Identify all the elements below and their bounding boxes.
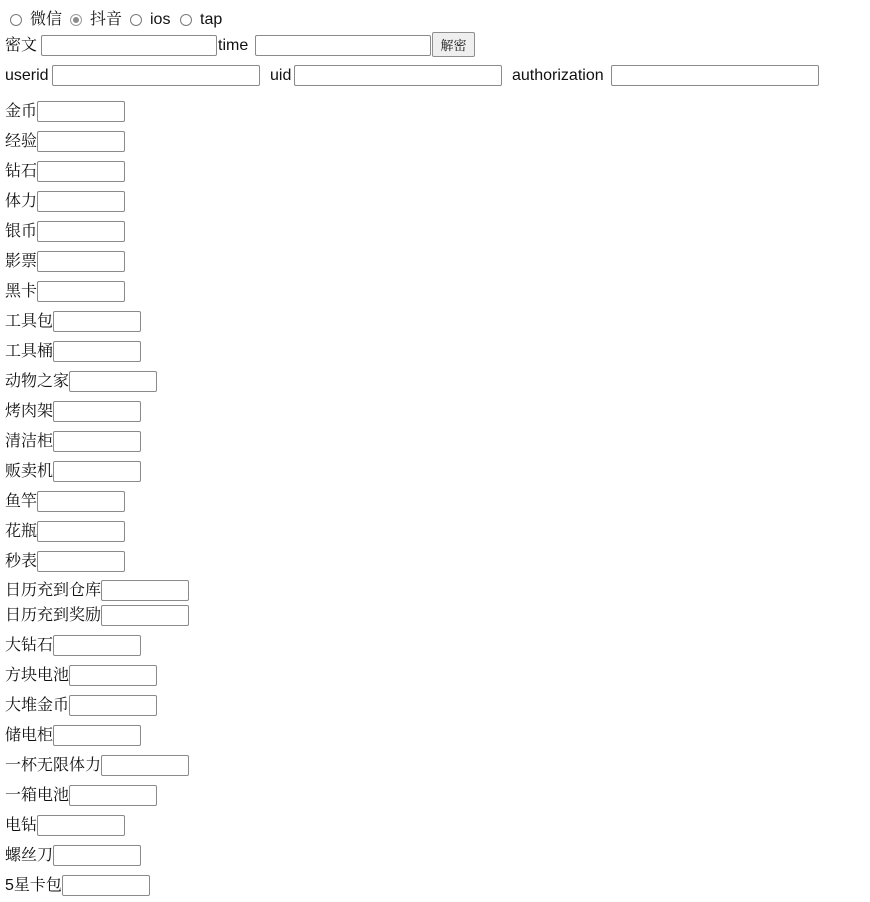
item-label: 钻石 bbox=[5, 163, 38, 180]
item-row-diamond bbox=[5, 161, 305, 182]
item-input-black-card[interactable] bbox=[37, 281, 125, 302]
userid-input[interactable] bbox=[52, 65, 260, 86]
item-label: 日历充到奖励 bbox=[5, 607, 102, 624]
radio-ios[interactable] bbox=[130, 14, 142, 26]
radio-tap[interactable] bbox=[180, 14, 192, 26]
item-row-battery-box bbox=[5, 785, 305, 806]
item-label: 工具桶 bbox=[5, 343, 54, 360]
item-input-stamina[interactable] bbox=[37, 191, 125, 212]
item-label: 影票 bbox=[5, 253, 38, 270]
decrypt-button[interactable]: 解密 bbox=[432, 32, 475, 57]
item-input-calendar-warehouse[interactable] bbox=[101, 580, 189, 601]
item-row-animal-home bbox=[5, 371, 305, 392]
item-input-animal-home[interactable] bbox=[69, 371, 157, 392]
item-label: 动物之家 bbox=[5, 373, 70, 390]
userid-label: userid bbox=[5, 67, 49, 84]
item-input-vending-machine[interactable] bbox=[53, 461, 141, 482]
item-input-toolkit[interactable] bbox=[53, 311, 141, 332]
item-label: 一箱电池 bbox=[5, 787, 70, 804]
authorization-input[interactable] bbox=[611, 65, 819, 86]
item-row-gold bbox=[5, 101, 305, 122]
item-row-vending-machine bbox=[5, 461, 305, 482]
item-label: 大钻石 bbox=[5, 637, 54, 654]
item-input-battery-box[interactable] bbox=[69, 785, 157, 806]
item-input-gold-pile[interactable] bbox=[69, 695, 157, 716]
uid-input[interactable] bbox=[294, 65, 502, 86]
item-row-grill bbox=[5, 401, 305, 422]
item-label: 贩卖机 bbox=[5, 463, 54, 480]
radio-wechat[interactable] bbox=[10, 14, 22, 26]
item-label: 银币 bbox=[5, 223, 38, 240]
item-input-calendar-reward[interactable] bbox=[101, 605, 189, 626]
item-label: 清洁柜 bbox=[5, 433, 54, 450]
item-input-vase[interactable] bbox=[37, 521, 125, 542]
item-input-big-diamond[interactable] bbox=[53, 635, 141, 656]
item-row-drill bbox=[5, 815, 305, 836]
item-row-stopwatch bbox=[5, 551, 305, 572]
item-row-movie-ticket bbox=[5, 251, 305, 272]
item-input-gold[interactable] bbox=[37, 101, 125, 122]
item-row-silver bbox=[5, 221, 305, 242]
item-label: 金币 bbox=[5, 103, 38, 120]
item-label: 工具包 bbox=[5, 313, 54, 330]
uid-label: uid bbox=[270, 67, 292, 84]
item-input-block-battery[interactable] bbox=[69, 665, 157, 686]
ciphertext-input[interactable] bbox=[41, 35, 217, 56]
item-input-unlimited-stamina-cup[interactable] bbox=[101, 755, 189, 776]
item-row-stamina bbox=[5, 191, 305, 212]
item-row-unlimited-stamina-cup bbox=[5, 755, 305, 776]
item-row-vase bbox=[5, 521, 305, 542]
item-row-block-battery bbox=[5, 665, 305, 686]
item-input-movie-ticket[interactable] bbox=[37, 251, 125, 272]
item-label: 大堆金币 bbox=[5, 697, 70, 714]
radio-label-ios[interactable]: ios bbox=[150, 11, 171, 28]
radio-label-wechat[interactable]: 微信 bbox=[30, 11, 63, 28]
item-row-power-cabinet bbox=[5, 725, 305, 746]
radio-label-douyin[interactable]: 抖音 bbox=[90, 11, 123, 28]
item-label: 体力 bbox=[5, 193, 38, 210]
item-row-screwdriver bbox=[5, 845, 305, 866]
item-label: 5星卡包 bbox=[5, 877, 62, 894]
item-input-power-cabinet[interactable] bbox=[53, 725, 141, 746]
item-input-stopwatch[interactable] bbox=[37, 551, 125, 572]
item-row-fishing-rod bbox=[5, 491, 305, 512]
item-row-calendar-reward bbox=[5, 605, 305, 626]
item-input-grill[interactable] bbox=[53, 401, 141, 422]
item-row-gold-pile bbox=[5, 695, 305, 716]
time-label: time bbox=[218, 37, 249, 54]
item-label: 螺丝刀 bbox=[5, 847, 54, 864]
item-input-screwdriver[interactable] bbox=[53, 845, 141, 866]
authorization-label: authorization bbox=[512, 67, 604, 84]
item-input-fishing-rod[interactable] bbox=[37, 491, 125, 512]
item-row-exp bbox=[5, 131, 305, 152]
item-row-calendar-warehouse bbox=[5, 580, 305, 601]
item-input-cleaning-cabinet[interactable] bbox=[53, 431, 141, 452]
item-label: 鱼竿 bbox=[5, 493, 38, 510]
item-label: 电钻 bbox=[5, 817, 38, 834]
item-row-cleaning-cabinet bbox=[5, 431, 305, 452]
item-row-tool-bucket bbox=[5, 341, 305, 362]
radio-label-tap[interactable]: tap bbox=[200, 11, 223, 28]
item-label: 日历充到仓库 bbox=[5, 582, 102, 599]
ciphertext-label: 密文 bbox=[5, 37, 38, 54]
item-input-tool-bucket[interactable] bbox=[53, 341, 141, 362]
item-input-5-star-card-pack[interactable] bbox=[62, 875, 150, 896]
item-label: 烤肉架 bbox=[5, 403, 54, 420]
item-input-silver[interactable] bbox=[37, 221, 125, 242]
time-input[interactable] bbox=[255, 35, 431, 56]
item-row-5-star-card-pack bbox=[5, 875, 305, 896]
item-label: 秒表 bbox=[5, 553, 38, 570]
item-row-black-card bbox=[5, 281, 305, 302]
radio-douyin[interactable] bbox=[70, 14, 82, 26]
item-label: 方块电池 bbox=[5, 667, 70, 684]
item-label: 一杯无限体力 bbox=[5, 757, 102, 774]
item-label: 经验 bbox=[5, 133, 38, 150]
item-row-toolkit bbox=[5, 311, 305, 332]
item-input-drill[interactable] bbox=[37, 815, 125, 836]
item-label: 黑卡 bbox=[5, 283, 38, 300]
item-label: 储电柜 bbox=[5, 727, 54, 744]
item-input-diamond[interactable] bbox=[37, 161, 125, 182]
item-label: 花瓶 bbox=[5, 523, 38, 540]
item-row-big-diamond bbox=[5, 635, 305, 656]
item-input-exp[interactable] bbox=[37, 131, 125, 152]
